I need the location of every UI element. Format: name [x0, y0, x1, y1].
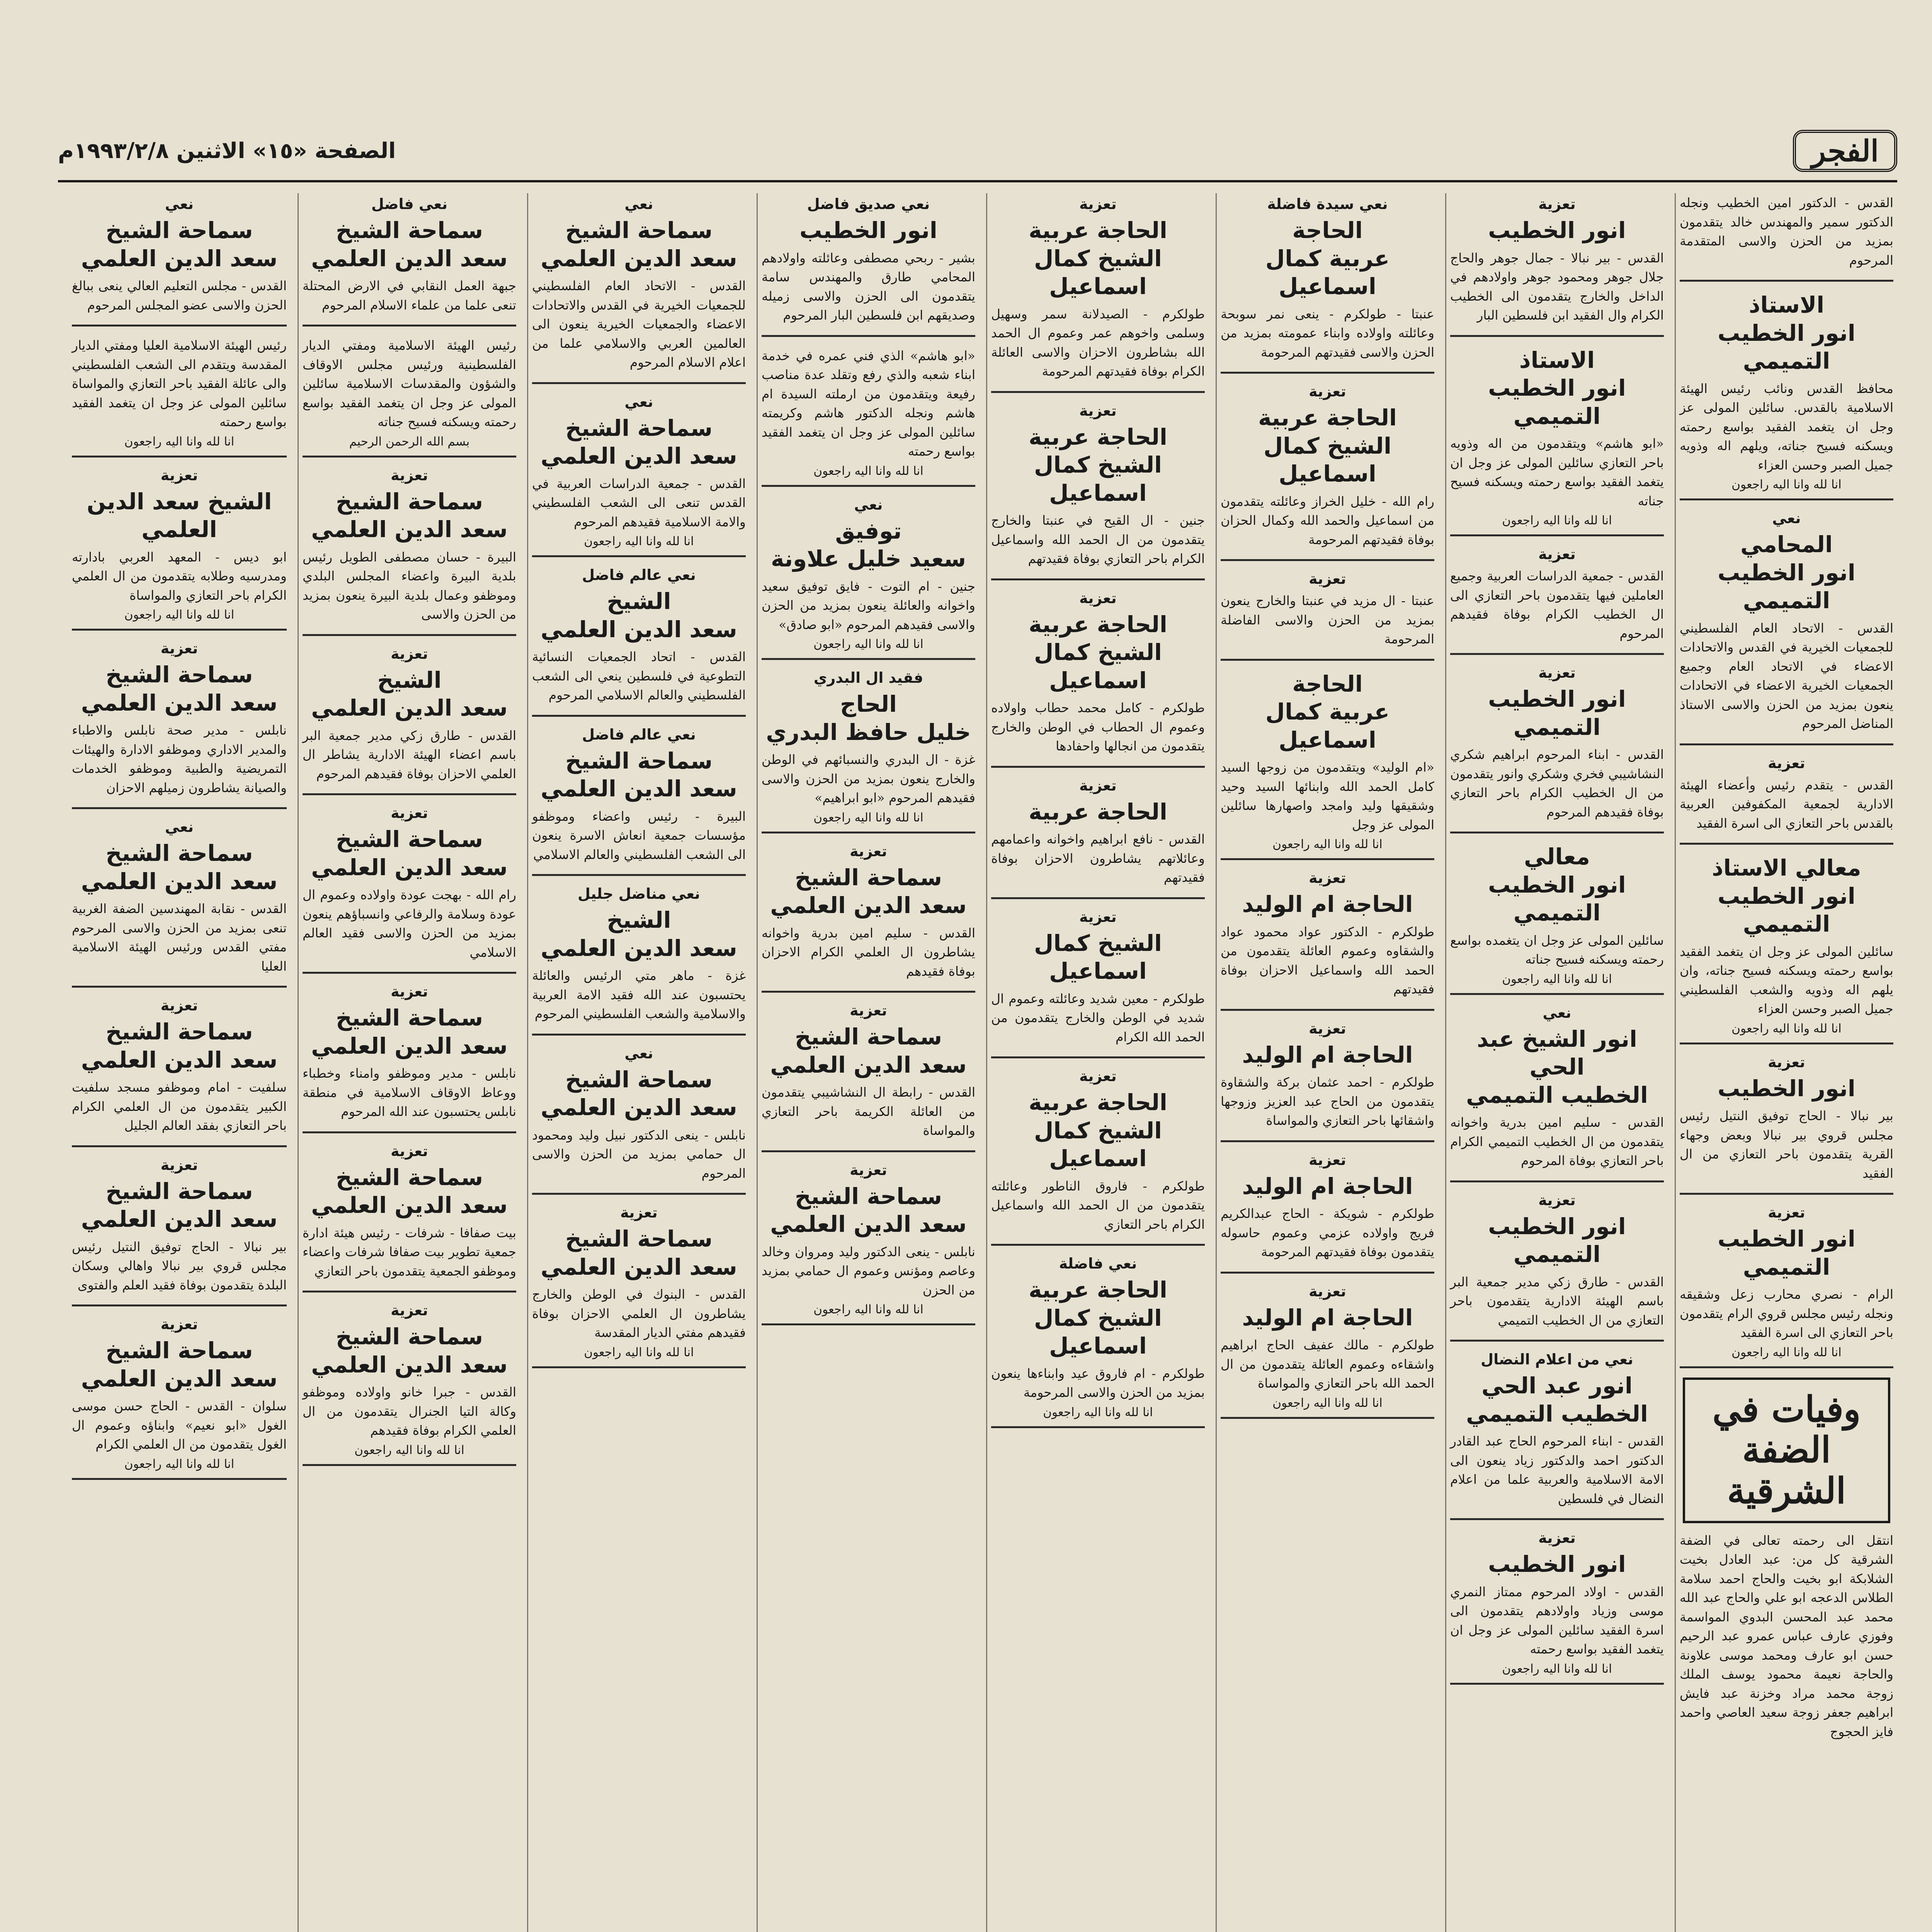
notice-kind: تعزية: [391, 645, 428, 662]
notice-closing: انا لله وانا اليه راجعون: [1502, 1662, 1612, 1676]
notice-title: الاستاذ انور الخطيب التميمي: [1718, 292, 1855, 374]
page-header: [58, 128, 1897, 174]
notice-body: القدس - ابناء المرحوم الحاج عبد القادر الدكتور احمد والدكتور زياد ينعون الى الامة الاسلامية والعربية علما من اعلام النضال في فلسطين: [1450, 1434, 1664, 1506]
notice-title: الحاجة ام الوليد: [1242, 1304, 1413, 1331]
notice-kind: نعي: [165, 196, 194, 213]
notice-title: الحاجة عربية الشيخ كمال اسماعيل: [1029, 217, 1167, 299]
notice-title: الحاجة عربية الشيخ كمال اسماعيل: [1258, 405, 1397, 487]
notice-body: طولكرم - كامل محمد حطاب واولاده وعموم ال الحطاب في الوطن والخارج يتقدمون من انجالها واحفادها: [991, 700, 1205, 753]
notice-body: طولكرم - مالك عفيف الحاج ابراهيم واشقاءه وعموم العائلة يتقدمون من ال الحمد الله باحر التعازي والمواساة: [1221, 1337, 1434, 1391]
notice-title: انور الخطيب التميمي: [1488, 1213, 1626, 1267]
notice-kind: تعزية: [1538, 546, 1576, 563]
notice-title: الحاجة عربية: [1029, 798, 1167, 825]
obituary-notice: [1221, 570, 1434, 661]
notice-title: انور الخطيب: [799, 217, 937, 243]
notice-closing: بسم الله الرحمن الرحيم: [349, 434, 470, 449]
notice-title: معالي الاستاذ انور الخطيب التميمي: [1712, 855, 1861, 937]
obituary-notice: [1680, 291, 1893, 500]
notice-kind: فقيد ال البدري: [813, 669, 923, 686]
notice-closing: انا لله وانا اليه راجعون: [1272, 837, 1383, 851]
obituary-notice: [72, 1316, 287, 1480]
column-2: [1445, 193, 1668, 1932]
notice-title: انور الخطيب: [1488, 217, 1626, 243]
notice-title: الحاجة عربية كمال اسماعيل: [1265, 670, 1390, 753]
notice-closing: انا لله وانا اليه راجعون: [1502, 972, 1612, 986]
notice-closing: انا لله وانا اليه راجعون: [813, 810, 923, 825]
notice-title: سماحة الشيخ سعد الدين العلمي: [541, 415, 737, 469]
notice-closing: انا لله وانا اليه راجعون: [124, 434, 235, 449]
notice-title: سماحة الشيخ سعد الدين العلمي: [311, 1164, 508, 1218]
obituary-notice: [1680, 193, 1893, 282]
notice-kind: نعي فاضل: [371, 196, 448, 213]
notice-body: رام الله - بهجت عودة واولاده وعموم ال عودة وسلامة والرفاعي وانسباؤهم ينعون بمزيد من الحزن والاسى فقيد العالم الاسلامي: [303, 887, 516, 960]
obituary-notice: [1221, 1283, 1434, 1419]
notice-body: طولكرم - الدكتور عواد محمود عواد والشقاوه وعموم العائلة يتقدمون من الحمد الله واسماعيل الاحزان بوفاة فقيدتهم: [1221, 924, 1434, 997]
obituary-notice: [303, 336, 516, 457]
notice-title: الحاجة عربية الشيخ كمال اسماعيل: [1029, 1089, 1167, 1172]
notice-kind: نعي: [165, 818, 194, 835]
notice-body: عنبتا - ال مزيد في عنبتا والخارج ينعون بمزيد من الحزن والاسى الفاضلة المرحومة: [1221, 593, 1434, 646]
notice-body: ابو ديس - المعهد العربي بادارته ومدرسيه وطلابه يتقدمون من ال العلمي الكرام باحر التعازي والمواساة: [72, 549, 287, 603]
notice-body: «ابو هاشم» الذي فني عمره في خدمة ابناء شعبه والذي رفع وتقلد عدة مناصب رفيعة ويتقدمون من ارملته السيدة ام هاشم ونجله الدكتور هاشم وكريمته سائلين المولى عز وجل ان يتغمد الفقيد بواسع رحمته: [762, 348, 975, 459]
notice-body: القدس - جمعية الدراسات العربية وجميع العاملين فيها يتقدمون باحر التعازي الى ال الخطيب الكرام بوفاة فقيدهم المرحوم: [1450, 568, 1664, 641]
notice-kind: تعزية: [1309, 1282, 1346, 1300]
notice-body: القدس - رابطة ال النشاشيبي يتقدمون من العائلة الكريمة باحر التعازي والمواساة: [762, 1085, 975, 1138]
notice-body: القدس - نقابة المهندسين الضفة الغربية تنعى بمزيد من الحزن والاسى المرحوم مفتي القدس ورئيس الهيئة الاسلامية العليا: [72, 901, 287, 974]
obituary-notice: [72, 997, 287, 1147]
notice-title: الشيخ كمال اسماعيل: [1034, 930, 1162, 984]
obituary-notice: [1450, 196, 1664, 337]
notice-closing: انا لله وانا اليه راجعون: [813, 1303, 923, 1316]
notice-kind: تعزية: [1538, 196, 1576, 213]
notice-body: القدس - الدكتور امين الخطيب ونجله الدكتور سمير والمهندس خالد يتقدمون بمزيد من الحزن والاسى المتقدمة المرحوم: [1680, 195, 1893, 268]
notice-body: طولكرم - الصيدلانة سمر وسهيل وسلمى واخوهم عمر وعموم ال الحمد الله بشاطرون الاحزان والاسى العائلة الكرام بوفاة فقيدتهم المرحومة: [991, 306, 1205, 379]
notice-title: سماحة الشيخ سعد الدين العلمي: [311, 217, 508, 272]
notice-title: سماحة الشيخ سعد الدين العلمي: [311, 1323, 508, 1378]
notice-body: بير نبالا - الحاج توفيق النتيل رئيس مجلس قروي بير نبالا وبعض وجهاء القرية يتقدمون باحر التعازي من ال الفقيد: [1680, 1108, 1893, 1181]
notice-kind: تعزية: [1309, 570, 1346, 587]
notice-body: جبهة العمل النقابي في الارض المحتلة تنعى علما من علماء الاسلام المرحوم: [303, 278, 516, 313]
notice-closing: انا لله وانا اليه راجعون: [124, 1457, 235, 1471]
notice-body: بيت صفافا - شرفات - رئيس هيئة ادارة جمعية تطوير بيت صفافا شرفات واعضاء وموظفو الجمعية يتقدمون باحر التعازي: [303, 1225, 516, 1279]
notice-kind: تعزية: [1079, 1068, 1117, 1085]
notice-kind: تعزية: [1079, 908, 1117, 925]
column-7: [298, 193, 520, 1932]
obituary-notice: [532, 196, 746, 384]
notice-body: طولكرم - ام فاروق عيد وابناءها ينعون بمزيد من الحزن والاسى المرحومة: [991, 1366, 1205, 1400]
obituary-notice: [991, 777, 1205, 899]
obituary-notice: [762, 669, 975, 833]
notice-body: القدس - الاتحاد العام الفلسطيني للجمعيات الخيرية في القدس والاتحادات الاعضاء والجمعيات الخيرية ينعون الى العالمين العربي والاسلامي علما من اعلام الاسلام المرحوم: [532, 278, 746, 370]
notice-kind: نعي: [1772, 510, 1801, 527]
obituary-notice: [762, 1162, 975, 1326]
notice-title: سماحة الشيخ سعد الدين العلمي: [81, 662, 278, 716]
column-5: [757, 193, 979, 1932]
notice-body: القدس - طارق زكي مدير جمعية البر باسم الهيئة الادارية يتقدمون باحر التعازي من ال الخطيب التميمي: [1450, 1274, 1664, 1328]
notice-title: سماحة الشيخ سعد الدين العلمي: [541, 747, 737, 802]
notice-body: القدس - سليم امين بدرية واخوانه يشاطرون ال العلمي الكرام الاحزان بوفاة فقيدهم: [762, 925, 975, 979]
notice-kind: نعي صديق فاضل: [807, 196, 930, 213]
obituary-notice: [1450, 664, 1664, 833]
obituary-notice: [72, 336, 287, 457]
notice-kind: تعزية: [850, 1161, 887, 1179]
obituary-notice: [762, 1002, 975, 1152]
notice-body: سلفيت - امام وموظفو مسجد سلفيت الكبير يتقدمون من ال العلمي الكرام باحر التعازي بفقد العالم الجليل: [72, 1080, 287, 1133]
obituary-notice: [1221, 869, 1434, 1011]
header-rule: [58, 180, 1897, 182]
notice-title: سماحة الشيخ سعد الدين العلمي: [770, 1024, 967, 1078]
obituary-notice: [1450, 1004, 1664, 1182]
notice-kind: تعزية: [391, 804, 428, 821]
column-8: [68, 193, 291, 1932]
obituary-notice: [1221, 196, 1434, 374]
obituary-notice: [762, 496, 975, 660]
notice-title: سماحة الشيخ سعد الدين العلمي: [81, 1178, 278, 1232]
notice-closing: انا لله وانا اليه راجعون: [354, 1443, 464, 1457]
notice-body: القدس - اولاد المرحوم ممتاز النمري موسى وزياد واولادهم يتقدمون الى اسرة الفقيد سائلين المولى عز وجل ان يتغمد الفقيد بواسع رحمته: [1450, 1584, 1664, 1656]
notice-title: سماحة الشيخ سعد الدين العلمي: [81, 1019, 278, 1073]
notice-kind: تعزية: [391, 1142, 428, 1160]
obituary-notice: [532, 393, 746, 558]
notice-body: طولكرم - فاروق الناطور وعائلته يتقدمون من ال الحمد الله واسماعيل الكرام باحر التعازي: [991, 1178, 1205, 1232]
obituary-notice: [303, 983, 516, 1133]
notice-title: انور عبد الحي الخطيب التميمي: [1466, 1372, 1648, 1427]
notice-kind: نعي: [854, 496, 883, 513]
notice-body: سائلين المولى عز وجل ان يتغمد الفقيد بواسع رحمته ويسكنه فسيح جناته، وان يلهم اله وذويه والشعب الفلسطيني جميل الصبر وحسن العزاء: [1680, 944, 1893, 1016]
obituary-notice: [991, 196, 1205, 393]
notice-title: توفيق سعيد خليل علاونة: [771, 517, 966, 572]
notice-body: نابلس - مدير وموظفو وامناء وخطباء ووعاظ الاوقاف الاسلامية في منطقة نابلس يحتسبون عند الله المرحوم: [303, 1066, 516, 1119]
obituary-notice: [532, 1045, 746, 1195]
notice-title: الحاجة ام الوليد: [1242, 1041, 1413, 1068]
notice-closing: انا لله وانا اليه راجعون: [1731, 478, 1842, 492]
obituary-notice: [72, 467, 287, 631]
notice-title: سماحة الشيخ سعد الدين العلمي: [311, 826, 508, 881]
notice-body: سلوان - القدس - الحاج حسن موسى الغول «ابو نعيم» وابناؤه وعموم ال الغول يتقدمون من ال العلمي الكرام: [72, 1398, 287, 1452]
notice-kind: تعزية: [1538, 1529, 1576, 1546]
notice-kind: تعزية: [850, 1002, 887, 1019]
notice-body: القدس - اتحاد الجمعيات النسائية التطوعية في فلسطين ينعي الى الشعب الفلسطيني والعالم الاسلامي المرحوم: [532, 649, 746, 702]
notice-closing: انا لله وانا اليه راجعون: [584, 1345, 694, 1359]
obituary-notice: [72, 818, 287, 988]
notice-kind: تعزية: [1079, 777, 1117, 794]
notice-kind: تعزية: [1768, 1204, 1805, 1221]
notice-body: محافظ القدس ونائب رئيس الهيئة الاسلامية بالقدس. سائلين المولى عز وجل ان يتغمد الفقيد بواسع رحمته ويسكنه فسيح جناته، ويلهم اله وذويه جميل الصبر وحسن العزاء: [1680, 381, 1893, 473]
notice-body: طولكرم - معين شديد وعائلته وعموم ال شديد في الوطن والخارج يتقدمون من الحمد الله الكرام: [991, 991, 1205, 1044]
notice-body: نابلس - مدير صحة نابلس والاطباء والمدير الاداري وموظفو الادارة والهيئات التمريضية والطبية وموظفو الخدمات والصيانة يشاطرون زميلهم الاحزان: [72, 723, 287, 795]
notice-kind: تعزية: [620, 1204, 658, 1221]
notice-closing: انا لله وانا اليه راجعون: [1502, 514, 1612, 527]
notice-closing: انا لله وانا اليه راجعون: [1043, 1405, 1153, 1419]
notice-body: جنين - ال القيح في عنبتا والخارج يتقدمون من ال الحمد الله واسماعيل الكرام باحر التعازي بوفاة فقيدتهم: [991, 513, 1205, 566]
notice-title: سماحة الشيخ سعد الدين العلمي: [770, 1183, 967, 1237]
notice-body: البيرة - رئيس واعضاء وموظفو مؤسسات جمعية انعاش الاسرة ينعون الى الشعب الفلسطيني والعالم الاسلامي: [532, 808, 746, 862]
notice-body: رام الله - خليل الخراز وعائلته يتقدمون من اسماعيل والحمد الله وكمال الحزان بوفاة فقيدتهم المرحومة: [1221, 493, 1434, 547]
notice-kind: تعزية: [391, 983, 428, 1000]
notice-kind: تعزية: [160, 640, 198, 657]
notice-body: القدس - مجلس التعليم العالي ينعى ببالغ الحزن والاسى عضو المجلس المرحوم: [72, 278, 287, 313]
notice-title: الشيخ سعد الدين العلمي: [311, 667, 508, 721]
notice-title: الحاجة عربية الشيخ كمال اسماعيل: [1029, 611, 1167, 694]
notice-kind: تعزية: [1079, 196, 1117, 213]
obituary-notice: [303, 1143, 516, 1293]
notice-closing: انا لله وانا اليه راجعون: [813, 464, 923, 478]
notice-body: سائلين المولى عز وجل ان يتغمده بواسع رحمته ويسكنه فسيح جناته: [1450, 932, 1664, 967]
notice-kind: تعزية: [1079, 402, 1117, 419]
obituary-notice: [1450, 1529, 1664, 1685]
notice-title: انور الخطيب: [1718, 1075, 1855, 1102]
notice-body: القدس - بير نبالا - جمال جوهر والحاج جلال جوهر ومحمود جوهر واولادهم في الداخل والخارج يتقدمون الى الخطيب الكرام وال الفقيد ابن فلسطين البار: [1450, 250, 1664, 323]
obituary-notice: [991, 908, 1205, 1059]
notice-closing: انا لله وانا اليه راجعون: [124, 608, 235, 622]
notice-title: الحاجة عربية كمال اسماعيل: [1265, 217, 1390, 299]
obituary-notice: [1221, 670, 1434, 861]
obituary-notice: [1450, 546, 1664, 655]
notice-body: طولكرم - احمد عثمان بركة والشقاوة يتقدمون من الحاج عبد العزيز وزوجها واشقائها باحر التعازي والمواساة: [1221, 1075, 1434, 1128]
notice-title: سماحة الشيخ سعد الدين العلمي: [541, 1226, 737, 1280]
notice-title: الشيخ سعد الدين العلمي: [541, 907, 737, 961]
notice-title: انور الخطيب التميمي: [1718, 1226, 1855, 1280]
notice-body: القدس - ابناء المرحوم ابراهيم شكري النشاشيبي فخري وشكري وانور يتقدمون من ال الخطيب الكرام باحر التعازي بوفاة فقيدهم المرحوم: [1450, 747, 1664, 820]
notice-body: غزة - ال البدري والنسبائهم في الوطن والخارج ينعون بمزيد من الحزن والاسى فقيدهم المرحوم «ابو ابراهيم»: [762, 752, 975, 805]
notice-title: انور الشيخ عبد الحي الخطيب التميمي: [1466, 1026, 1648, 1108]
notice-kind: تعزية: [850, 842, 887, 860]
obituary-notice: [303, 1302, 516, 1466]
obituary-notice: [303, 467, 516, 636]
notice-body: «ام الوليد» ويتقدمون من زوجها السيد كامل الحمد الله وابنائها السيد وحيد وشقيقها وليد وامجد واصهارها سائلين المولى عز وجل: [1221, 760, 1434, 832]
notice-body: القدس - طارق زكي مدير جمعية البر باسم اعضاء الهيئة الادارية يشاطر ال العلمي الاحزان بوفاة فقيدهم المرحوم: [303, 728, 516, 781]
notice-kind: نعي فاضلة: [1059, 1255, 1137, 1272]
notice-title: الحاجة عربية الشيخ كمال اسماعيل: [1029, 1277, 1167, 1359]
notice-kind: نعي: [1543, 1004, 1571, 1021]
notice-closing: انا لله وانا اليه راجعون: [1272, 1396, 1383, 1410]
notice-kind: نعي: [624, 393, 653, 410]
obituary-notice: [532, 1204, 746, 1368]
obituary-notice: [303, 804, 516, 974]
notice-kind: تعزية: [1538, 664, 1576, 681]
page-dateline: الصفحة «١٥» الاثنين ١٩٩٣/٢/٨م: [58, 138, 396, 163]
obituary-notice: [1450, 1192, 1664, 1342]
obituary-notice: [532, 885, 746, 1036]
obituary-columns: [58, 193, 1897, 1932]
notice-title: الشيخ سعد الدين العلمي: [541, 588, 737, 643]
notice-body: رئيس الهيئة الاسلامية العليا ومفتي الديار المقدسة ويتقدم الى الشعب الفلسطيني والى عائلة الفقيد باحر التعازي والمواساة سائلين المولى عز وجل ان يتغمد الفقيد بواسع رحمته: [72, 338, 287, 429]
notice-body: القدس - البنوك في الوطن والخارج يشاطرون ال العلمي الاحزان بوفاة فقيدهم مفتي الديار المقدسة: [532, 1287, 746, 1340]
obituary-notice: [1450, 346, 1664, 537]
notice-body: جنين - ام التوت - فايق توفيق سعيد واخوانه والعائلة ينعون بمزيد من الحزن والاسى فقيدهم المرحوم «ابو صادق»: [762, 578, 975, 632]
notice-body: نابلس - ينعى الدكتور نبيل وليد ومحمود ال حمامي بمزيد من الحزن والاسى المرحوم: [532, 1127, 746, 1181]
notice-title: معالي انور الخطيب التميمي: [1488, 844, 1626, 926]
obituary-notice: [1221, 383, 1434, 561]
notice-body: عنبتا - طولكرم - ينعى نمر سوبحة وعائلته واولاده وابناء عمومته بمزيد من الحزن والاسى فقيدتهم المرحومة: [1221, 306, 1434, 360]
notice-body: رئيس الهيئة الاسلامية ومفتي الديار الفلسطينية ورئيس مجلس الاوقاف والشؤون والمقدسات الاسلامية سائلين المولى عز وجل ان يتغمد الفقيد بواسع رحمته ويسكنه فسيح جناته: [303, 338, 516, 429]
notice-kind: تعزية: [1309, 383, 1346, 400]
notice-body: بشير - ربحي مصطفى وعائلته واولادهم المحامي طارق والمهندس سامة يتقدمون الى الحزن والاسى زميله وصديقهم ابن فلسطين البار المرحوم: [762, 250, 975, 323]
notice-kind: نعي عالم فاضل: [582, 566, 696, 583]
notice-title: الحاجة ام الوليد: [1242, 891, 1413, 917]
notice-body: البيرة - حسان مصطفى الطويل رئيس بلدية البيرة واعضاء المجلس البلدي وموظفو وعمال بلدية البيرة ينعون بمزيد من الحزن والاسى: [303, 549, 516, 622]
obituary-notice: [1221, 1020, 1434, 1142]
obituary-notice: [762, 346, 975, 487]
notice-title: سماحة الشيخ سعد الدين العلمي: [541, 217, 737, 272]
notice-title: سماحة الشيخ سعد الدين العلمي: [541, 1066, 737, 1121]
notice-title: المحامي انور الخطيب التميمي: [1718, 531, 1855, 614]
notice-kind: تعزية: [1309, 1020, 1346, 1037]
notice-kind: نعي: [624, 1044, 653, 1062]
notice-closing: انا لله وانا اليه راجعون: [813, 637, 923, 651]
notice-kind: تعزية: [391, 466, 428, 484]
notice-body: القدس - جمعية الدراسات العربية في القدس تنعى الى الشعب الفلسطيني والامة الاسلامية فقيدهم المرحوم: [532, 476, 746, 529]
notice-title: الحاجة ام الوليد: [1242, 1173, 1413, 1199]
obituary-notice: [72, 1156, 287, 1307]
notice-kind: نعي مناضل جليل: [578, 885, 700, 902]
column-6: [527, 193, 750, 1932]
notice-title: الشيخ سعد الدين العلمي: [87, 488, 272, 543]
obituary-notice: [1450, 843, 1664, 995]
notice-body: نابلس - ينعى الدكتور وليد ومروان وخالد وعاصم ومؤنس وعموم ال حمامي بمزيد من الحزن: [762, 1244, 975, 1298]
notice-kind: نعي من اعلام النضال: [1481, 1351, 1633, 1368]
notice-body: القدس - الاتحاد العام الفلسطيني للجمعيات الخيرية في القدس والاتحادات الاعضاء في الاتحاد العام وجميع الجمعيات الخيرية الاعضاء في الاتحادات ينعون بمزيد من الحزن والاسى الاستاذ المناضل المرحوم: [1680, 620, 1893, 731]
notice-kind: تعزية: [1538, 1191, 1576, 1209]
notice-kind: تعزية: [160, 1156, 198, 1173]
notice-body: القدس - جبرا خانو واولاده وموظفو وكالة التيا الجنرال يتقدمون من ال العلمي الكرام بوفاة فقيدهم: [303, 1384, 516, 1438]
masthead-logo: الفجر: [1793, 130, 1897, 172]
obituary-notice: [1450, 1351, 1664, 1520]
notice-title: سماحة الشيخ سعد الدين العلمي: [81, 1337, 278, 1392]
notice-title: سماحة الشيخ سعد الدين العلمي: [81, 217, 278, 272]
obituary-notice: [991, 1068, 1205, 1246]
obituary-notice: [991, 402, 1205, 580]
obituary-notice: [991, 590, 1205, 768]
notice-body: الرام - نصري محارب زعل وشقيقه ونجله رئيس مجلس قروي الرام يتقدمون باحر التعازي الى اسرة الفقيد: [1680, 1287, 1893, 1340]
notice-kind: تعزية: [1309, 1151, 1346, 1168]
obituary-notice: [1680, 755, 1893, 845]
column-3: [1216, 193, 1438, 1932]
column-1: [1675, 193, 1897, 1932]
notice-kind: تعزية: [160, 1316, 198, 1333]
notice-kind: نعي سيدة فاضلة: [1267, 196, 1388, 213]
obituary-notice: [1221, 1151, 1434, 1274]
obituary-notice: [72, 640, 287, 809]
notice-body: غزة - ماهر متي الرئيس والعائلة يحتسبون عند الله فقيد الامة العربية والاسلامية والشعب الفلسطيني المرحوم: [532, 968, 746, 1021]
obituary-notice: [532, 726, 746, 876]
notice-title: انور الخطيب التميمي: [1488, 686, 1626, 740]
notice-body: بير نبالا - الحاج توفيق النتيل رئيس مجلس قروي بير نبالا واهالي وسكان البلدة يتقدمون بوفاة فقيد العلم والفتوى: [72, 1239, 287, 1293]
notice-title: سماحة الشيخ سعد الدين العلمي: [81, 840, 278, 895]
obituary-notice: [762, 196, 975, 337]
obituary-notice: [532, 566, 746, 717]
notice-kind: تعزية: [391, 1302, 428, 1319]
notice-kind: تعزية: [160, 466, 198, 484]
notice-kind: تعزية: [160, 997, 198, 1014]
notice-kind: تعزية: [1079, 589, 1117, 607]
obituary-notice: [72, 196, 287, 327]
notice-kind: تعزية: [1309, 869, 1346, 886]
deaths-list: انتقل الى رحمته تعالى في الضفة الشرقية كل من: عبد العادل بخيت الشلابكة ابو بخيت والحاج احمد سلامة الطلاس الدعجه ابو علي والحاج عبد الله محمد عبد المحسن البدوي المواسمة وفوزي عارف عباس عمرو عبد الرحيم حسن ابو عارف ومحمد موسى علاونة والحاجة نعيمة محمود يوسف الملك زوجة محمد مراد وخزنة عبد فايش ابراهيم جعفر زوجة سعيد العاصي واحمد فايز الحجوج: [1680, 1532, 1893, 1739]
notice-closing: انا لله وانا اليه راجعون: [1731, 1345, 1842, 1359]
notice-title: سماحة الشيخ سعد الدين العلمي: [311, 488, 508, 543]
notice-title: الحاجة عربية الشيخ كمال اسماعيل: [1029, 423, 1167, 506]
notice-closing: انا لله وانا اليه راجعون: [584, 534, 694, 548]
notice-body: «ابو هاشم» ويتقدمون من اله وذويه باحر التعازي سائلين المولى عز وجل ان يتغمد الفقيد بواسع رحمته ويسكنه فسيح جناته: [1450, 436, 1664, 509]
notice-kind: نعي: [624, 196, 653, 213]
notice-title: سماحة الشيخ سعد الدين العلمي: [770, 864, 967, 918]
obituary-notice: [762, 843, 975, 993]
notice-title: الاستاذ انور الخطيب التميمي: [1488, 347, 1626, 429]
notice-title: سماحة الشيخ سعد الدين العلمي: [311, 1005, 508, 1059]
notice-title: انور الخطيب: [1488, 1551, 1626, 1577]
obituary-notice: [1680, 1054, 1893, 1195]
notice-closing: انا لله وانا اليه راجعون: [1731, 1021, 1842, 1036]
obituary-notice: [1680, 854, 1893, 1044]
deaths-section-title: وفيات في الضفة الشرقية: [1683, 1378, 1890, 1523]
notice-kind: تعزية: [1768, 1053, 1805, 1071]
notice-body: طولكرم - شويكة - الحاج عبدالكريم فريج واولاده عزمي وعموم حاسوله يتقدمون بوفاة فقيدتهم المرحومة: [1221, 1206, 1434, 1259]
notice-kind: تعزية: [1768, 754, 1805, 772]
notice-body: القدس - يتقدم رئيس وأعضاء الهيئة الادارية لجمعية المكفوفين العربية بالقدس باحر التعازي الى اسرة الفقيد: [1680, 777, 1893, 831]
column-4: [986, 193, 1209, 1932]
obituary-notice: [1680, 510, 1893, 745]
notice-title: الحاج خليل حافظ البدري: [766, 691, 971, 745]
notice-body: القدس - نافع ابراهيم واخوانه واعمامهم وعائلاتهم يشاطرون الاحزان بوفاة فقيدتهم: [991, 832, 1205, 885]
obituary-notice: [303, 196, 516, 327]
obituary-notice: [303, 645, 516, 796]
notice-body: القدس - سليم امين بدرية واخوانه يتقدمون من ال الخطيب التميمي الكرام باحر التعازي بوفاة المرحوم: [1450, 1115, 1664, 1168]
notice-kind: نعي عالم فاضل: [582, 726, 696, 743]
obituary-notice: [991, 1255, 1205, 1428]
obituary-notice: [1680, 1204, 1893, 1368]
